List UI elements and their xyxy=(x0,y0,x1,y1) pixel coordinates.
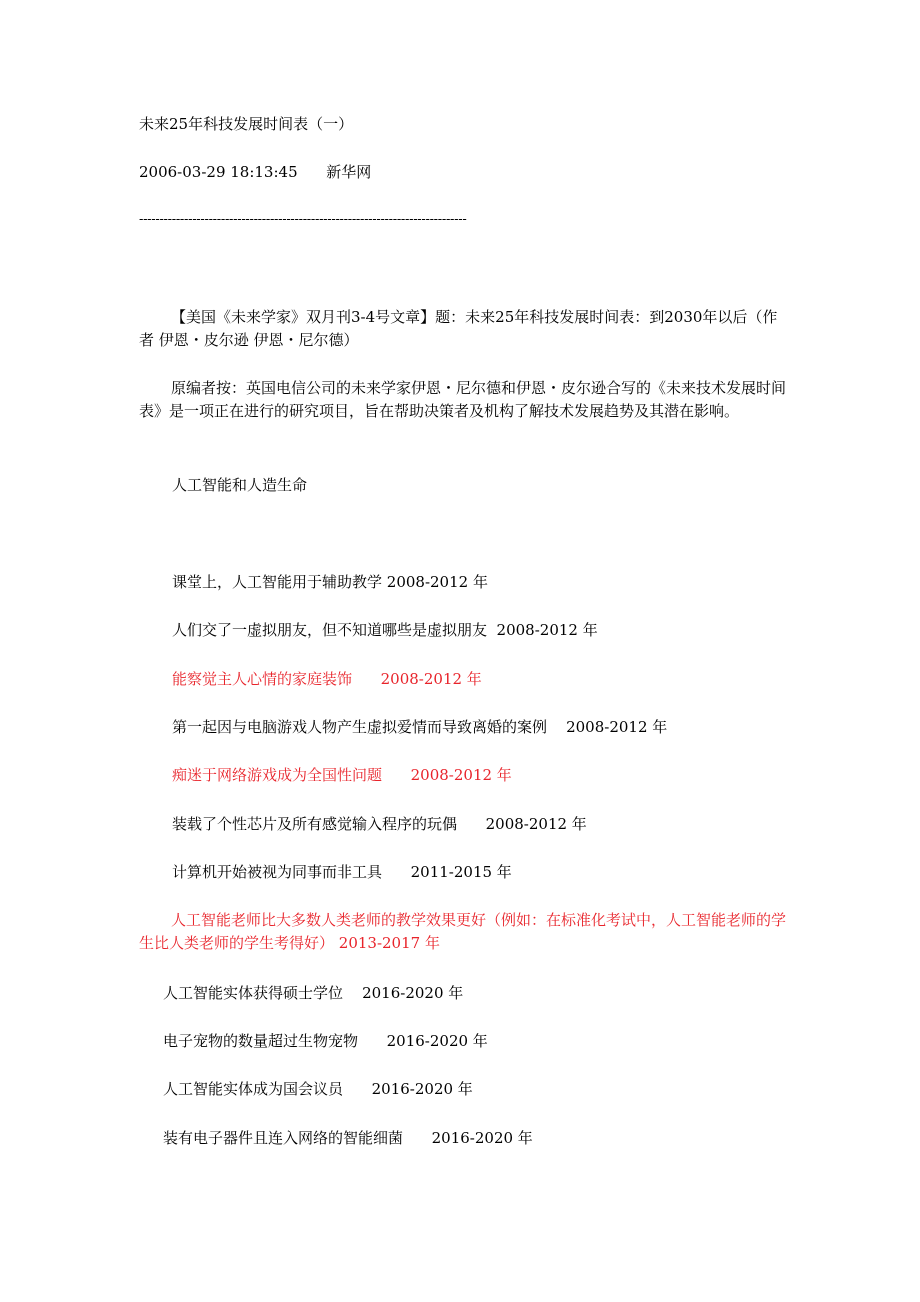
list-item-highlighted: 痴迷于网络游戏成为全国性问题 2008-2012 年 xyxy=(172,766,512,784)
article-title: 未来25年科技发展时间表（一） xyxy=(139,115,354,133)
list-item: 第一起因与电脑游戏人物产生虚拟爱情而导致离婚的案例 2008-2012 年 xyxy=(172,718,668,736)
article-meta xyxy=(139,161,371,184)
list-item: 装载了个性芯片及所有感觉输入程序的玩偶 2008-2012 年 xyxy=(172,815,587,833)
list-item-highlighted: 能察觉主人心情的家庭装饰 2008-2012 年 xyxy=(172,670,482,688)
divider-line: -------------------------------------------------------------------------------- xyxy=(139,212,467,227)
editor-note-paragraph: 原编者按：英国电信公司的未来学家伊恩・尼尔德和伊恩・皮尔逊合写的《未来技术发展时间表》是一项正在进行的研究项目，旨在帮助决策者及机构了解技术发展趋势及其潜在影响。 xyxy=(139,379,787,420)
list-item: 课堂上，人工智能用于辅助教学 2008-2012 年 xyxy=(172,573,488,591)
list-item: 人工智能实体获得硕士学位 2016-2020 年 xyxy=(163,984,464,1002)
section-heading: 人工智能和人造生命 xyxy=(172,476,308,494)
news-source: 新华网 xyxy=(326,163,372,181)
list-item: 人们交了一虚拟朋友，但不知道哪些是虚拟朋友 2008-2012 年 xyxy=(172,621,598,639)
publish-datetime: 2006-03-29 18:13:45 xyxy=(139,163,298,181)
list-item: 人工智能实体成为国会议员 2016-2020 年 xyxy=(163,1080,473,1098)
list-item: 装有电子器件且连入网络的智能细菌 2016-2020 年 xyxy=(163,1129,533,1147)
list-item-highlighted: 人工智能老师比大多数人类老师的教学效果更好（例如：在标准化考试中，人工智能老师的学生比人类老师的学生考得好） 2013-2017 年 xyxy=(139,911,787,952)
citation-paragraph: 【美国《未来学家》双月刊3-4号文章】题：未来25年科技发展时间表：到2030年以后（作者 伊恩・皮尔逊 伊恩・尼尔德） xyxy=(139,308,778,349)
list-item: 电子宠物的数量超过生物宠物 2016-2020 年 xyxy=(163,1032,488,1050)
list-item: 计算机开始被视为同事而非工具 2011-2015 年 xyxy=(172,863,512,881)
